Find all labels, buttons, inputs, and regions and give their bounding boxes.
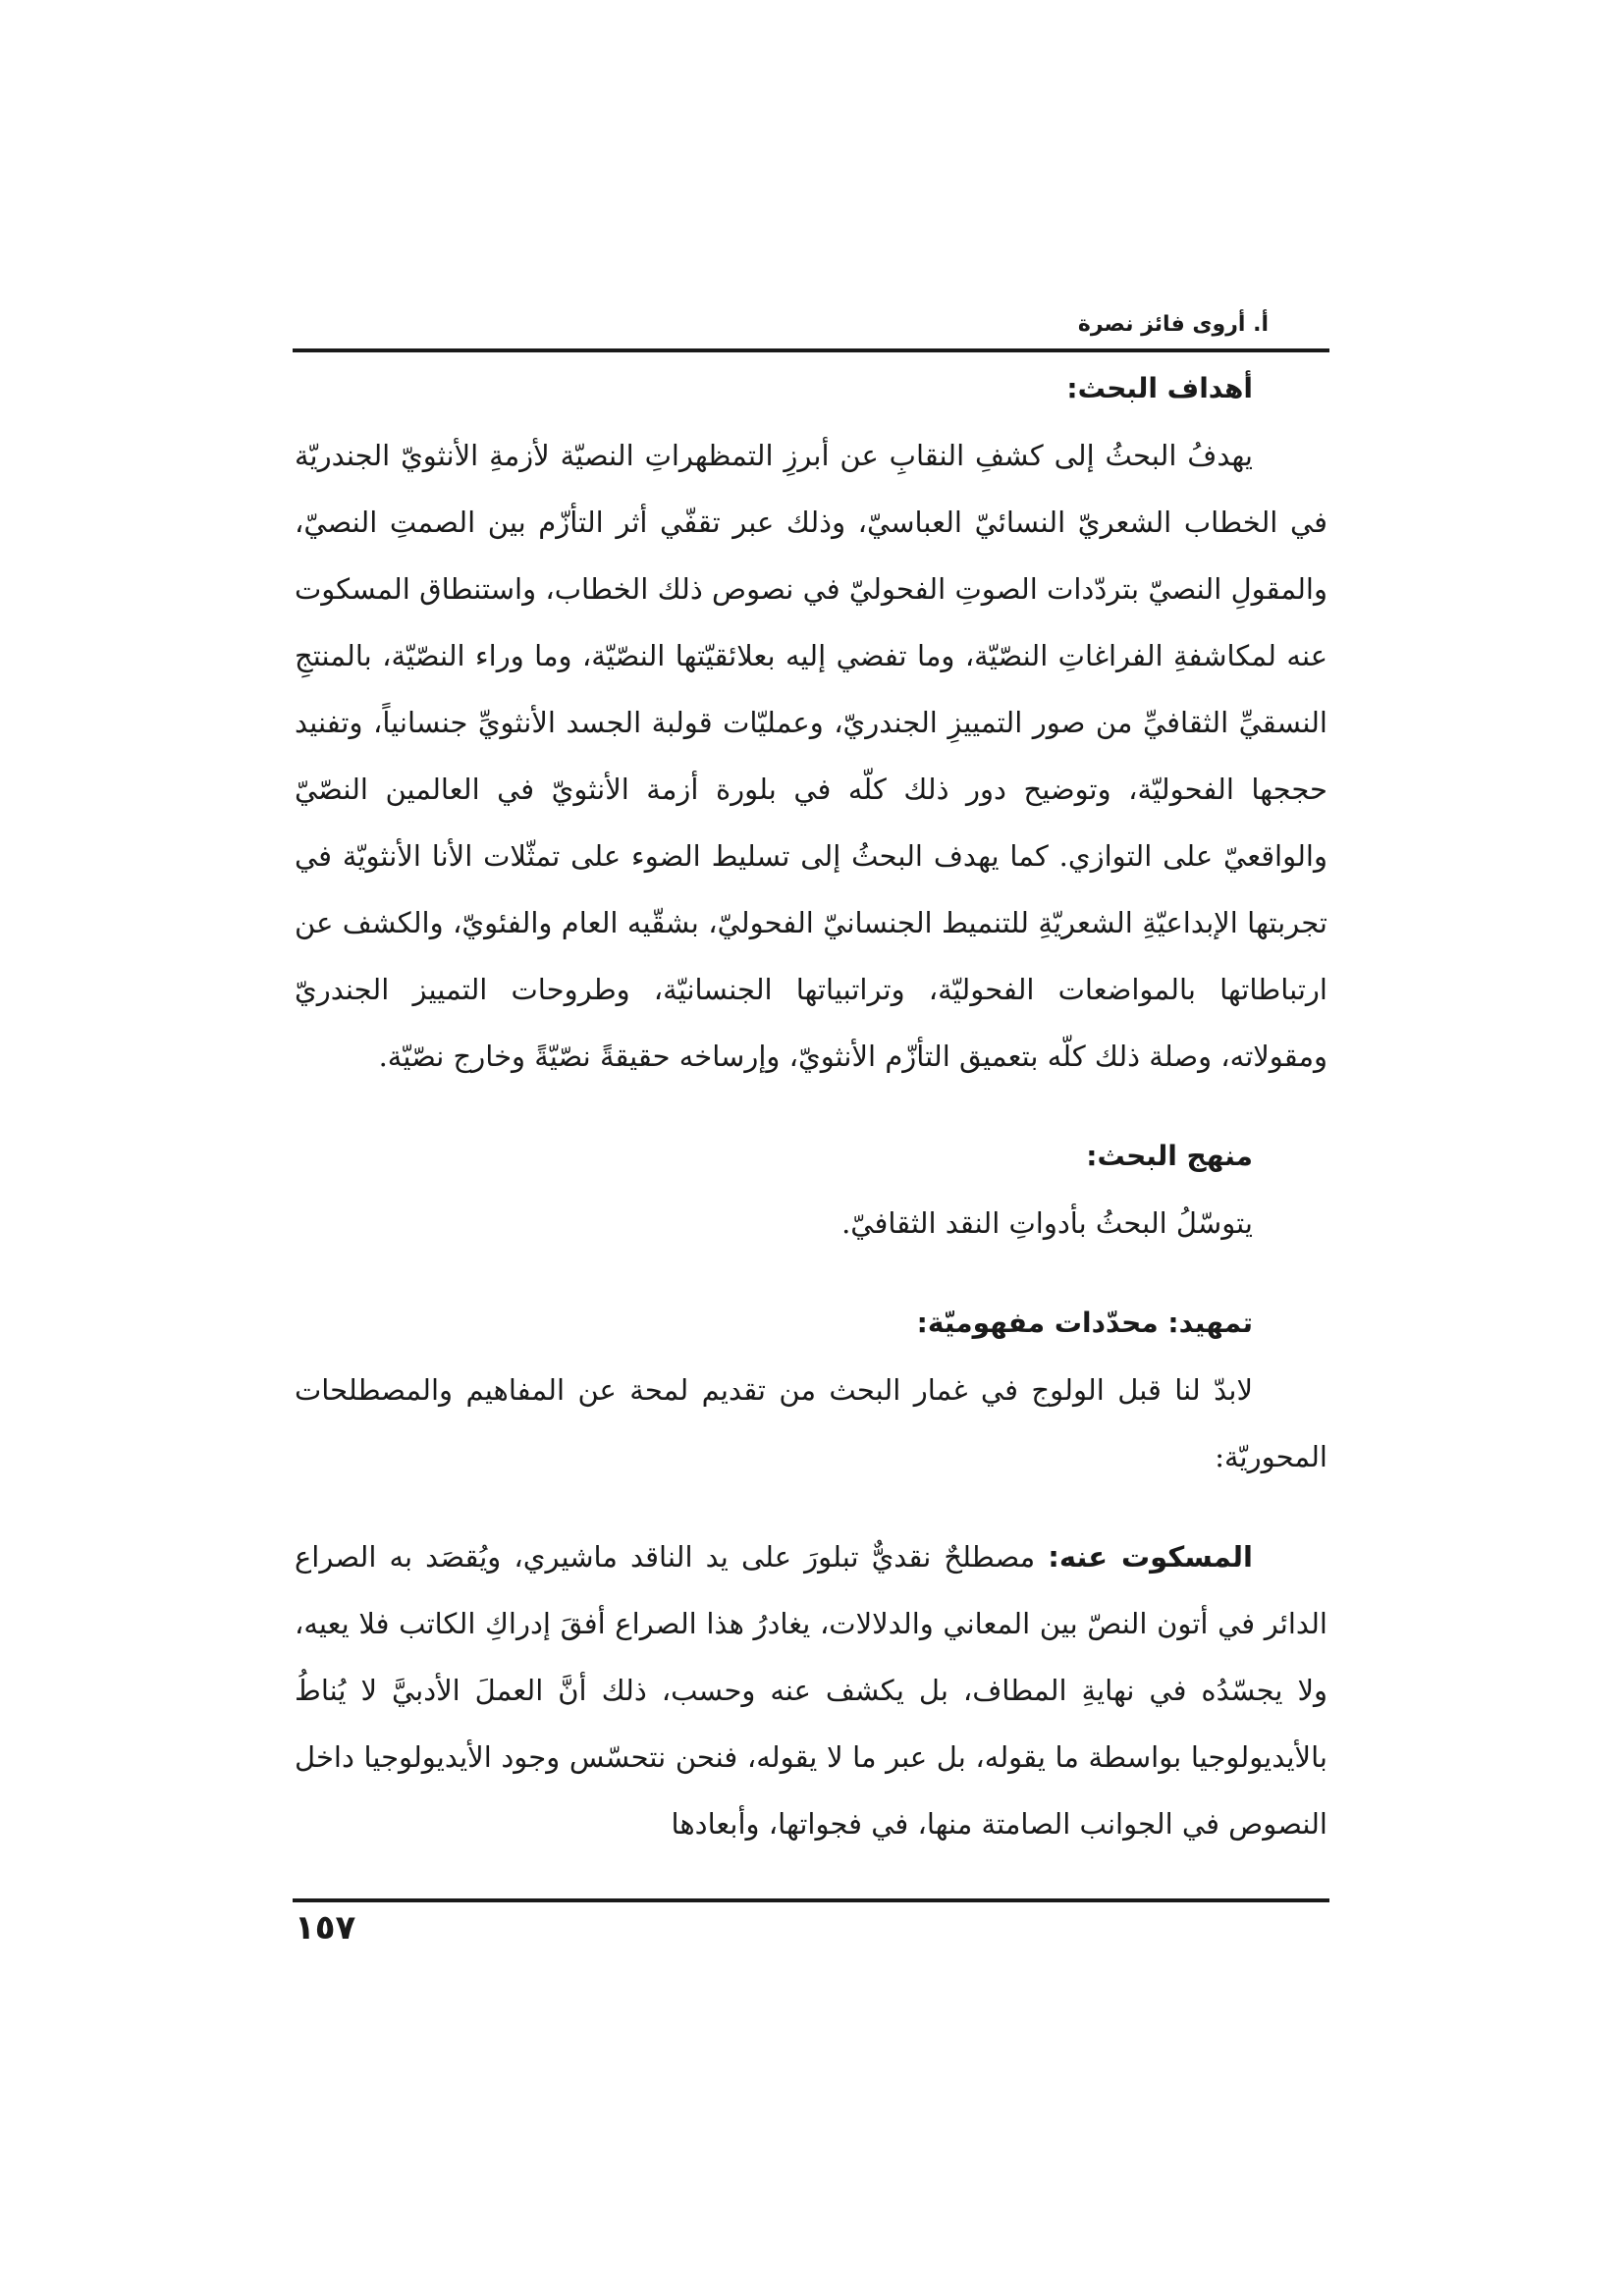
section-gap <box>295 1256 1327 1290</box>
header-rule <box>293 348 1329 352</box>
section-gap <box>295 1490 1327 1523</box>
intro-heading: تمهيد: محدّدات مفهوميّة: <box>916 1307 1253 1339</box>
objectives-paragraph: يهدفُ البحثُ إلى كشفِ النقابِ عن أبرزِ التمظهراتِ النصيّة لأزمةِ الأنثويّ الجندريّة في الخطاب الشعريّ النسائيّ العباسيّ، وذلك عبر تقفّي أثر التأزّم بين الصمتِ النصيّ، والمقولِ النصيّ بتردّدات الصوتِ الفحوليّ في نصوص ذلك الخطاب، واستنطاق المسكوت عنه لمكاشفةِ الفراغاتِ النصّيّة، وما تفضي إليه بعلائقيّتها النصّيّة، وما وراء النصّيّة، بالمنتجِ النسقيِّ الثقافيِّ من صور التمييزِ الجندريّ، وعمليّات قولبة الجسد الأنثويِّ جنسانياً، وتفنيد حججها الفحوليّة، وتوضيح دور ذلك كلّه في بلورة أزمة الأنثويّ في العالمين النصّيّ والواقعيّ على التوازي. كما يهدف البحثُ إلى تسليط الضوء على تمثّلات الأنا الأنثويّة في تجربتها الإبداعيّةِ الشعريّةِ للتنميط الجنسانيّ الفحوليّ، بشقّيه العام والفئويّ، والكشف عن ارتباطاتها بالمواضعات الفحوليّة، وتراتبياتها الجنسانيّة، وطروحات التمييز الجندريّ ومقولاته، وصلة ذلك كلّه بتعميق التأزّم الأنثويّ، وإرساخه حقيقةً نصّيّةً وخارج نصّيّة. <box>295 439 1327 1073</box>
page-body <box>295 355 1327 1857</box>
intro-paragraph: لابدّ لنا قبل الولوج في غمار البحث من تقديم لمحة عن المفاهيم والمصطلحات المحوريّة: <box>295 1373 1327 1473</box>
page-number: ١٥٧ <box>295 1908 356 1948</box>
method-paragraph: يتوسّلُ البحثُ بأدواتِ النقد الثقافيّ. <box>841 1206 1253 1240</box>
method-heading: منهج البحث: <box>1086 1140 1253 1172</box>
unsaid-term: المسكوت عنه: <box>1048 1540 1253 1574</box>
unsaid-body: مصطلحٌ نقديٌّ تبلورَ على يد الناقد ماشيري، ويُقصَد به الصراع الدائر في أتون النصّ بين المعاني والدلالات، يغادرُ هذا الصراع أفقَ إدراكِ الكاتب فلا يعيه، ولا يجسّدُه في نهايةِ المطاف، بل يكشف عنه وحسب، ذلك أنَّ العملَ الأدبيَّ لا يُناطُ بالأيديولوجيا بواسطة ما يقوله، بل عبر ما لا يقوله، فنحن نتحسّس وجود الأيديولوجيا داخل النصوص في الجوانب الصامتة منها، في فجواتها، وأبعادها <box>295 1540 1327 1841</box>
footer-rule <box>293 1898 1329 1902</box>
running-head-author: أ. أروى فائز نصرة <box>1077 312 1269 337</box>
objectives-heading: أهداف البحث: <box>1066 372 1253 404</box>
section-gap <box>295 1090 1327 1123</box>
unsaid-paragraph <box>295 1523 1327 1857</box>
